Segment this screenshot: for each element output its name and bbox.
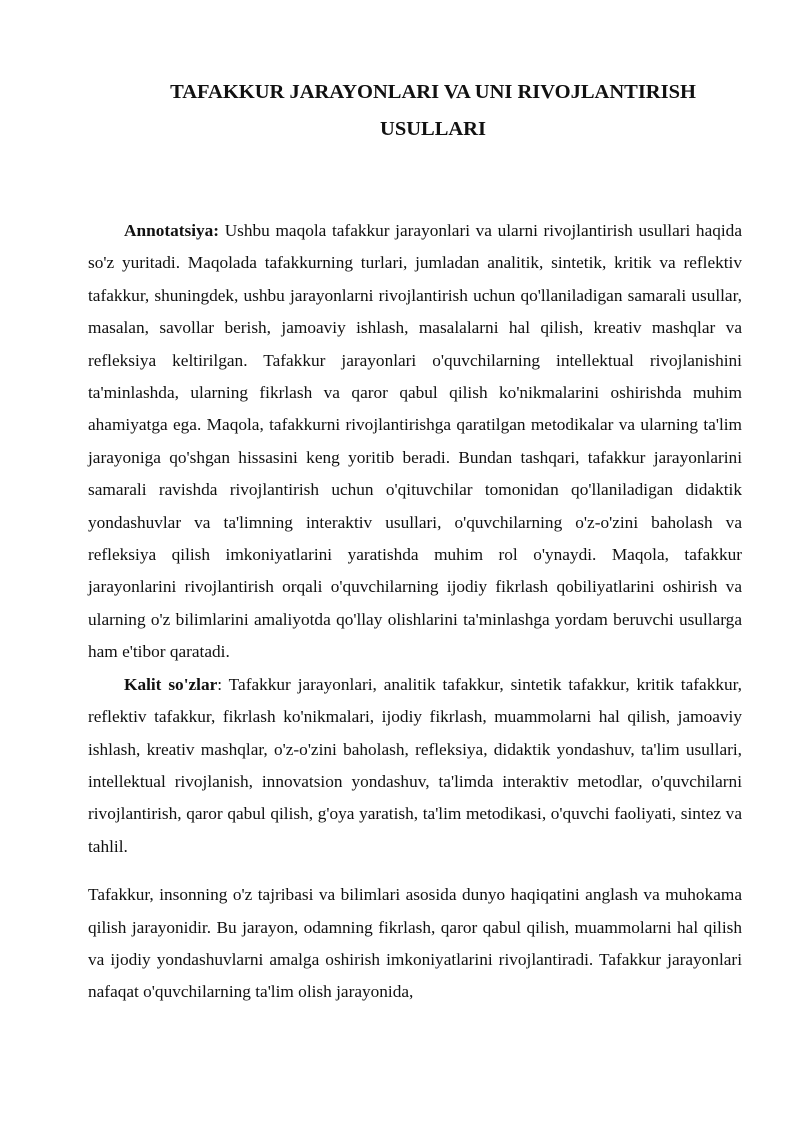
article-title — [88, 74, 742, 148]
article-title-line-1: TAFAKKUR JARAYONLARI VA UNI RIVOJLANTIRISH — [170, 81, 696, 103]
document-page — [88, 74, 742, 1009]
annotation-label: Annotatsiya: — [124, 221, 220, 240]
annotation-paragraph — [88, 215, 742, 669]
keywords-text: : Tafakkur jarayonlari, analitik tafakkur, sintetik tafakkur, kritik tafakkur, reflektiv tafakkur, fikrlash ko'nikmalari, ijodiy fikrlash, muammolarni hal qilish, jamoaviy ishlash, kreativ mashqlar, o'z-o'zini baholash, refleksiya, didaktik yondashuv, ta'lim usullari, intellektual rivojlanish, innovatsion yondashuv, ta'limda interaktiv metodlar, o'quvchilarni rivojlantirish, qaror qabul qilish, g'oya yaratish, ta'lim metodikasi, o'quvchi faoliyati, sintez va tahlil. — [88, 674, 742, 856]
keywords-label: Kalit so'zlar — [124, 674, 218, 694]
keywords-paragraph — [88, 669, 742, 863]
article-title-line-2: USULLARI — [380, 118, 486, 140]
body-paragraph: Tafakkur, insonning o'z tajribasi va bilimlari asosida dunyo haqiqatini anglash va muhokama qilish jarayonidir. Bu jarayon, odamning fikrlash, qaror qabul qilish, muammolarni hal qilish va ijodiy yondashuvlarni amalga oshirish imkoniyatlarini rivojlantiradi. Tafakkur jarayonlari nafaqat o'quvchilarning ta'lim olish jarayonida, — [88, 885, 742, 1002]
annotation-text: Ushbu maqola tafakkur jarayonlari va ularni rivojlantirish usullari haqida so'z yuritadi. Maqolada tafakkurning turlari, jumladan analitik, sintetik, kritik va reflektiv tafakkur, shuningdek, ushbu jarayonlarni rivojlantirish uchun qo'llaniladigan samarali usullar, masalan, savollar berish, jamoaviy ishlash, masalalarni hal qilish, kreativ mashqlar va refleksiya keltirilgan. Tafakkur jarayonlari o'quvchilarning intellektual rivojlanishini ta'minlashda, ularning fikrlash va qaror qabul qilish ko'nikmalarini oshirishda muhim ahamiyatga ega. Maqola, tafakkurni rivojlantirishga qaratilgan metodikalar va ularning ta'lim jarayoniga qo'shgan hissasini keng yoritib beradi. Bundan tashqari, tafakkur jarayonlarini samarali ravishda rivojlantirish uchun o'qituvchilar tomonidan qo'llaniladigan didaktik yondashuvlar va ta'limning interaktiv usullari, o'quvchilarning o'z-o'zini baholash va refleksiya qilish imkoniyatlarini yaratishda muhim rol o'ynaydi. Maqola, tafakkur jarayonlarini rivojlantirish orqali o'quvchilarning ijodiy fikrlash qobiliyatlarini oshirish va ularning o'z bilimlarini amaliyotda qo'llay olishlarini ta'minlashga yordam beruvchi usullarga ham e'tibor qaratadi. — [88, 221, 742, 662]
